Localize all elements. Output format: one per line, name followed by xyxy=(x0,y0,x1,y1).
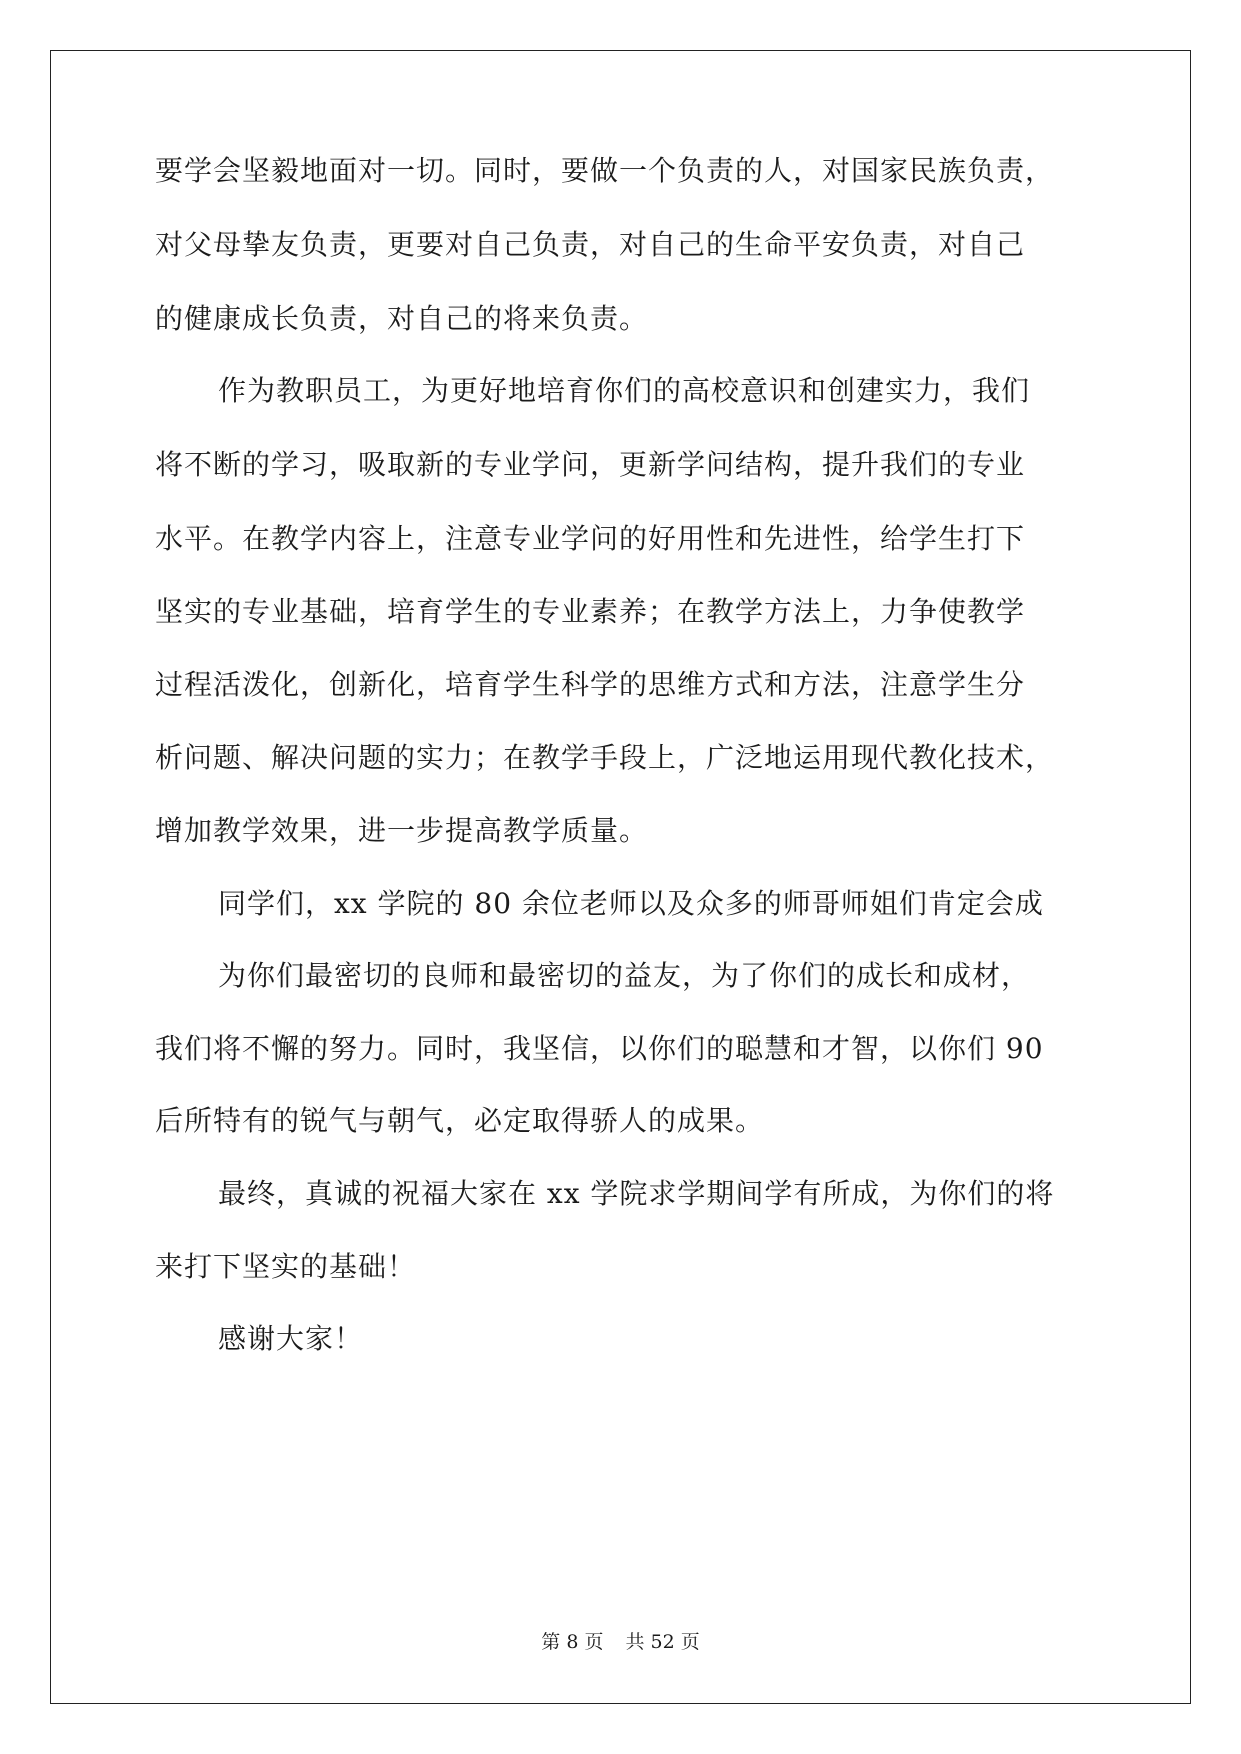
page-number: 第 8 页 xyxy=(541,1631,604,1653)
paragraph-line: 来打下坚实的基础！ xyxy=(155,1250,417,1283)
paragraph-line: 为你们最密切的良师和最密切的益友，为了你们的成长和成材， xyxy=(218,959,1031,992)
paragraph-line: 感谢大家！ xyxy=(218,1322,364,1355)
page-footer xyxy=(0,1630,1241,1654)
paragraph-line: 我们将不懈的努力。同时，我坚信，以你们的聪慧和才智，以你们 90 xyxy=(155,1032,1044,1065)
paragraph-line: 的健康成长负责，对自己的将来负责。 xyxy=(155,302,649,335)
paragraph-line: 过程活泼化，创新化，培育学生科学的思维方式和方法，注意学生分 xyxy=(155,668,1026,701)
page-total: 共 52 页 xyxy=(625,1631,700,1653)
paragraph-line: 增加教学效果，进一步提高教学质量。 xyxy=(155,814,649,847)
page-border xyxy=(50,50,1191,1704)
paragraph-line: 后所特有的锐气与朝气，必定取得骄人的成果。 xyxy=(155,1104,765,1137)
paragraph-line: 要学会坚毅地面对一切。同时，要做一个负责的人，对国家民族负责， xyxy=(155,154,1055,187)
paragraph-line: 作为教职员工，为更好地培育你们的高校意识和创建实力，我们 xyxy=(218,374,1031,407)
paragraph-line: 坚实的专业基础，培育学生的专业素养；在教学方法上，力争使教学 xyxy=(155,595,1026,628)
paragraph-line: 析问题、解决问题的实力；在教学手段上，广泛地运用现代教化技术， xyxy=(155,741,1055,774)
paragraph-line: 同学们，xx 学院的 80 余位老师以及众多的师哥师姐们肯定会成 xyxy=(218,887,1044,920)
paragraph-line: 最终，真诚的祝福大家在 xx 学院求学期间学有所成，为你们的将 xyxy=(218,1177,1055,1210)
paragraph-line: 水平。在教学内容上，注意专业学问的好用性和先进性，给学生打下 xyxy=(155,522,1026,555)
paragraph-line: 对父母挚友负责，更要对自己负责，对自己的生命平安负责，对自己 xyxy=(155,228,1026,261)
paragraph-line: 将不断的学习，吸取新的专业学问，更新学问结构，提升我们的专业 xyxy=(155,448,1026,481)
